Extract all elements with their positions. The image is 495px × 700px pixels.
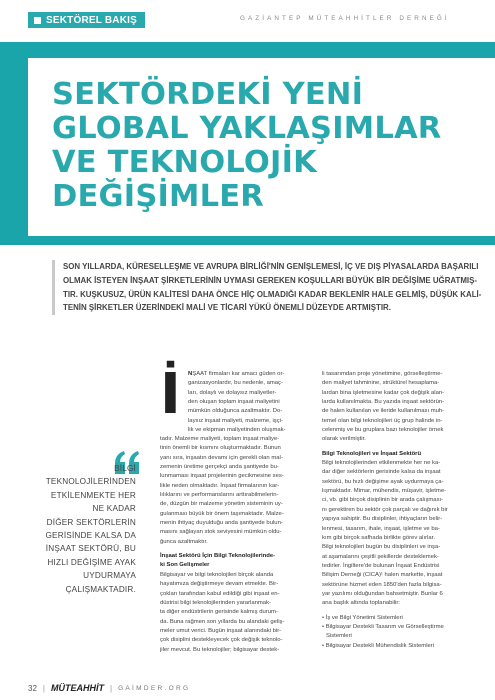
body-line: masını sağlayan stok seviyesini mümkün oldu-: [160, 529, 282, 536]
body-line: larda kullanılmakta. Bu yazıda inşaat sektörün-: [322, 399, 445, 406]
pull-quote: [40, 462, 136, 596]
body-line: sektörüne hizmet eden 1850'den fazla bilgisa-: [322, 581, 442, 588]
pull-quote-line: GERİSİNDE KALSA DA: [45, 531, 136, 541]
lead-line: SON YILLARDA, KÜRESELLEŞME VE AVRUPA BİRLİĞİ'NİN GENİŞLEMESİ, İÇ VE DIŞ PİYASALARDA BAŞARILI: [63, 262, 479, 271]
list-item: Sistemleri: [326, 633, 352, 640]
square-icon: [34, 17, 41, 24]
body-line: hayatımıza değiştirmeye devam etmekte. Bir-: [160, 581, 279, 588]
website-link[interactable]: GAİMDER.ORG: [118, 684, 191, 692]
subheading: ki Son Gelişmeler: [160, 562, 210, 569]
body-line: lunmaması inşaat projelerinin gecikmesine ses-: [160, 473, 284, 480]
body-line: da. Buna rağmen son yıllarda bu alandaki geliş-: [160, 618, 285, 625]
pull-quote-line: NE KADAR: [92, 504, 136, 514]
body-line: yanı sıra, inşaatın devamı için gerekli olan mal-: [160, 454, 283, 461]
pull-quote-line: ETKİLENMEKTE HER: [50, 490, 136, 500]
list-item: • Bilgisayar Destekli Tasarım ve Görselleştirme: [322, 623, 444, 630]
body-line: li tasarımdan proje yönetimine, görselleştirme-: [322, 371, 443, 377]
body-line: çok disiplini destekleyecek çok değişik teknolo-: [160, 637, 283, 644]
title-line: GLOBAL YAKLAŞIMLAR: [52, 111, 442, 146]
body-line: de halen kullanılan ve ileride kullanılması muh-: [322, 408, 445, 415]
body-column-1-wrap: [188, 370, 312, 435]
section-badge: [28, 12, 145, 28]
body-line: ğunca azaltmaktır.: [160, 538, 208, 545]
title-line: VE TEKNOLOJİK: [52, 145, 317, 180]
lead-line: OLMAK İSTEYEN İNŞAAT ŞİRKETLERİNİN UYMASI GEREKEN KOŞULLARI BÜYÜK BİR DEĞİŞİME UĞRATMIŞ-: [63, 275, 477, 285]
body-line: meler umut verici. Bugün inşaat alanındaki bir-: [160, 627, 282, 634]
body-line: temel olan bilgi teknolojileri üç grup halinde in-: [322, 417, 443, 424]
body-line: dar diğer sektörlerin gerisinde kalsa da inşaat: [322, 469, 441, 476]
subheading: Bilgi Teknolojileri ve İnşaat Sektörü: [322, 450, 422, 457]
body-line: olarak verilmiştir.: [322, 436, 366, 443]
body-line: yapıya sahiptir. Bu disiplinler, ihtiyaçların belir-: [322, 516, 443, 523]
body-line: kım gibi birçok safhada birlikte görev alırlar.: [322, 534, 435, 541]
body-line: ta diğer endüstrilerin gerisinde kalmış durum-: [160, 609, 278, 616]
association-name: GAZİANTEP MÜTEAHHİTLER DERNEĞİ: [240, 15, 450, 22]
body-text: ŞAAT firmaları kar amacı güden or-: [192, 371, 285, 377]
body-line: at aşamalarını çeşitli şekillerde desteklemek-: [322, 553, 439, 560]
title-line: SEKTÖRDEKİ YENİ: [52, 77, 364, 112]
list-item: • Bilgisayar Destekli Mühendislik Sistemleri: [322, 642, 435, 649]
pull-quote-line: ÇALIŞMAKTADIR.: [65, 584, 136, 594]
subheading: İnşaat Sektörü İçin Bilgi Teknolojilerinde-: [160, 553, 276, 560]
list-item: • İş ve Bilgi Yönetimi Sistemleri: [322, 614, 403, 621]
pull-quote-line: BİLGİ: [114, 464, 136, 473]
lead-word: N: [188, 371, 193, 377]
body-line: den maliyet tahminine, strüktürel hesaplama-: [322, 380, 440, 387]
body-line: de, düzgün bir malzeme yönetim sisteminin uy-: [160, 501, 283, 508]
body-line: celenmiş ve bu gruplara bazı teknolojiler örnek: [322, 427, 444, 434]
body-line: lik ve ekipman maliyetinden oluşmak-: [188, 427, 286, 434]
body-line: tinin önemli bir kısmını oluşturmaktadır. Bunun: [160, 445, 281, 452]
pull-quote-line: HIZLI DEĞİŞİME AYAK: [47, 557, 136, 567]
footer-separator: |: [109, 683, 113, 693]
body-line: nı gerektiren bu sektör çok parçalı ve dağınık bir: [322, 506, 448, 513]
page-footer: [28, 682, 190, 694]
body-line: gulanması büyük bir önem taşımaktadır. Malze-: [160, 510, 284, 517]
body-line: lışmaktadır. Mimar, mühendis, müşavir, işletme-: [322, 488, 447, 495]
body-line: ana başlık altında toplanabilir:: [322, 600, 400, 607]
pull-quote-line: DİĞER SEKTÖRLERİN: [46, 517, 136, 527]
title-line: DEĞİŞİMLER: [52, 179, 264, 214]
footer-separator: |: [42, 683, 45, 693]
body-line: Bilgi teknolojilerinden etkilenmekte her ne ka-: [322, 460, 441, 467]
body-line: zemenin üretime gerçekçi anda şantiyede bu-: [160, 464, 279, 471]
lead-line: TIR. KUŞKUSUZ, ÜRÜN KALİTESİ DAHA ÖNCE HİÇ OLMADIĞI KADAR BEKLENİR HALE GELMİŞ, DÜŞÜK KALİ-: [63, 289, 482, 299]
lead-paragraph: [52, 260, 482, 315]
body-column-1: [160, 435, 312, 655]
article-title: [52, 78, 472, 214]
body-line: ganizasyonlardır, bu nedenle, amaç-: [188, 380, 283, 387]
body-line: Bilgi teknolojileri bugün bu disiplinleri ve inşa-: [322, 544, 441, 551]
body-line: çokları tarafından kabul edildiği gibi inşaat en-: [160, 590, 280, 597]
body-line: lardan bina işletmesine kadar çok değişik alan-: [322, 389, 445, 396]
drop-cap: İ: [160, 362, 181, 427]
body-line: sektörü, bu hızlı değişime ayak uydurmaya ça-: [322, 478, 444, 485]
body-column-2: [322, 370, 474, 651]
page-number: 32: [28, 683, 37, 693]
body-line: tadır. Malzeme maliyeti, toplam inşaat maliye-: [160, 436, 280, 442]
body-line: lılıklarını ve performanslarını arttırabilmelerin-: [160, 492, 279, 499]
body-line: jiler mevcut. Bu teknolojiler; bilgisayar destek-: [160, 646, 280, 653]
body-line: tedirler. İngiltere'de bulunan İnşaat Endüstrisi: [322, 562, 440, 569]
body-line: yar yazılımı olduğundan bahsetmiştir. Bunlar 6: [322, 590, 443, 597]
pull-quote-line: TEKNOLOJİLERİNDEN: [45, 477, 136, 487]
body-line: likle neden olmaktadır. İnşaat firmalarının kar-: [160, 482, 280, 489]
body-line: Bilişim Derneği (CICA)¹ halen markette, inşaat: [322, 572, 443, 579]
body-line: Bilgisayar ve bilgi teknolojileri birçok alanda: [160, 571, 274, 578]
body-line: ları, dolaylı ve dolaysız maliyetler-: [188, 389, 277, 396]
pull-quote-line: İNŞAAT SEKTÖRÜ, BU: [45, 544, 136, 554]
section-label: SEKTÖREL BAKIŞ: [46, 14, 137, 26]
body-line: mümkün olduğunca azaltmaktır. Do-: [188, 408, 283, 415]
body-line: den oluşan toplam inşaat maliyetini: [188, 399, 280, 406]
body-line: menin ihtiyaç duyulduğu anda şantiyede bulun-: [160, 520, 283, 527]
body-line: ci, vb. gibi birçok disiplinin bir arada çalışması-: [322, 497, 444, 504]
magazine-brand: MÜTEAHHİT: [50, 683, 104, 693]
body-line: [188, 370, 312, 379]
pull-quote-line: UYDURMAYA: [83, 571, 136, 581]
lead-line: TENİN ŞİRKETLER ÜZERİNDEKİ MALİ VE TİCARİ YÜKÜ ÖNEMLİ DÜZEYDE ARTMIŞTIR.: [63, 303, 391, 313]
body-line: düstrisi bilgi teknolojilerinden yararlanmak-: [160, 599, 271, 606]
body-line: lenmesi, tasarım, ihale, inşaat, işletme ve ba-: [322, 525, 440, 532]
body-line: laysız inşaat maliyeti, malzeme, işçi-: [188, 417, 283, 424]
